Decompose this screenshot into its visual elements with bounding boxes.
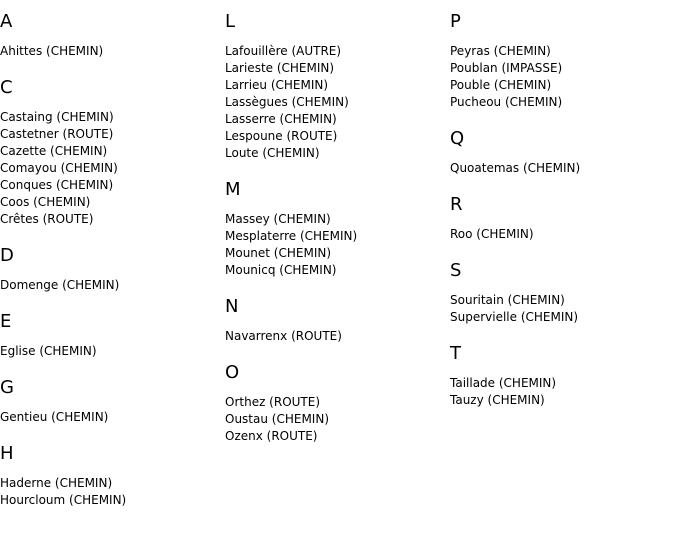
street-link[interactable]: Tauzy (CHEMIN) <box>450 393 545 407</box>
street-list <box>0 277 225 294</box>
letter-heading: E <box>0 311 12 332</box>
street-link[interactable]: Coos (CHEMIN) <box>0 195 91 209</box>
letter-heading: Q <box>450 128 465 149</box>
street-link[interactable]: Taillade (CHEMIN) <box>450 376 557 390</box>
letter-group <box>450 12 675 111</box>
street-link[interactable]: Conques (CHEMIN) <box>0 178 114 192</box>
street-link[interactable]: Roo (CHEMIN) <box>450 227 534 241</box>
letter-heading: C <box>0 77 13 98</box>
street-list <box>450 292 675 326</box>
street-link[interactable]: Mesplaterre (CHEMIN) <box>225 229 358 243</box>
street-list <box>0 43 225 60</box>
street-link[interactable]: Lassègues (CHEMIN) <box>225 95 349 109</box>
street-link[interactable]: Hourcloum (CHEMIN) <box>0 493 127 507</box>
street-link[interactable]: Massey (CHEMIN) <box>225 212 331 226</box>
letter-heading: H <box>0 443 14 464</box>
street-link[interactable]: Quoatemas (CHEMIN) <box>450 161 581 175</box>
street-list <box>225 328 450 345</box>
letter-heading: L <box>225 11 236 32</box>
letter-group <box>0 246 225 294</box>
letter-group <box>450 261 675 326</box>
street-link[interactable]: Larieste (CHEMIN) <box>225 61 335 75</box>
street-link[interactable]: Ahittes (CHEMIN) <box>0 44 104 58</box>
street-list <box>0 343 225 360</box>
street-index-column-1 <box>0 12 225 527</box>
street-list <box>0 475 225 509</box>
street-link[interactable]: Eglise (CHEMIN) <box>0 344 97 358</box>
street-link[interactable]: Lespoune (ROUTE) <box>225 129 338 143</box>
street-list <box>0 409 225 426</box>
letter-group <box>225 12 450 162</box>
letter-heading: D <box>0 245 14 266</box>
letter-heading: M <box>225 179 241 200</box>
letter-heading: G <box>0 377 14 398</box>
street-link[interactable]: Castaing (CHEMIN) <box>0 110 114 124</box>
street-list <box>225 211 450 279</box>
letter-group <box>450 195 675 243</box>
street-link[interactable]: Domenge (CHEMIN) <box>0 278 120 292</box>
letter-group <box>225 297 450 345</box>
letter-group <box>0 12 225 60</box>
street-link[interactable]: Lafouillère (AUTRE) <box>225 44 342 58</box>
street-link[interactable]: Larrieu (CHEMIN) <box>225 78 329 92</box>
street-link[interactable]: Crêtes (ROUTE) <box>0 212 94 226</box>
street-list <box>450 43 675 111</box>
street-link[interactable]: Pouble (CHEMIN) <box>450 78 552 92</box>
letter-heading: P <box>450 11 461 32</box>
letter-heading: A <box>0 11 13 32</box>
street-link[interactable]: Ozenx (ROUTE) <box>225 429 318 443</box>
street-link[interactable]: Mounet (CHEMIN) <box>225 246 332 260</box>
letter-group <box>450 344 675 409</box>
letter-group <box>0 312 225 360</box>
street-link[interactable]: Poublan (IMPASSE) <box>450 61 563 75</box>
street-link[interactable]: Lasserre (CHEMIN) <box>225 112 337 126</box>
street-list <box>450 160 675 177</box>
street-index-column-2 <box>225 12 450 463</box>
street-list <box>0 109 225 228</box>
street-link[interactable]: Gentieu (CHEMIN) <box>0 410 109 424</box>
street-link[interactable]: Comayou (CHEMIN) <box>0 161 118 175</box>
street-link[interactable]: Mounicq (CHEMIN) <box>225 263 337 277</box>
street-link[interactable]: Haderne (CHEMIN) <box>0 476 113 490</box>
street-link[interactable]: Supervielle (CHEMIN) <box>450 310 579 324</box>
letter-heading: T <box>450 343 461 364</box>
letter-group <box>225 180 450 279</box>
letter-heading: O <box>225 362 240 383</box>
street-list <box>450 226 675 243</box>
letter-group <box>0 444 225 509</box>
street-link[interactable]: Pucheou (CHEMIN) <box>450 95 563 109</box>
street-list <box>225 43 450 162</box>
letter-group <box>450 129 675 177</box>
street-link[interactable]: Cazette (CHEMIN) <box>0 144 108 158</box>
street-link[interactable]: Oustau (CHEMIN) <box>225 412 329 426</box>
letter-group <box>0 78 225 228</box>
letter-group <box>0 378 225 426</box>
street-list <box>225 394 450 445</box>
letter-heading: S <box>450 260 462 281</box>
letter-heading: N <box>225 296 239 317</box>
street-link[interactable]: Souritain (CHEMIN) <box>450 293 565 307</box>
street-index-column-3 <box>450 12 675 427</box>
street-link[interactable]: Navarrenx (ROUTE) <box>225 329 342 343</box>
street-link[interactable]: Castetner (ROUTE) <box>0 127 114 141</box>
street-list <box>450 375 675 409</box>
street-link[interactable]: Loute (CHEMIN) <box>225 146 320 160</box>
street-link[interactable]: Peyras (CHEMIN) <box>450 44 551 58</box>
letter-heading: R <box>450 194 463 215</box>
street-link[interactable]: Orthez (ROUTE) <box>225 395 321 409</box>
letter-group <box>225 363 450 445</box>
